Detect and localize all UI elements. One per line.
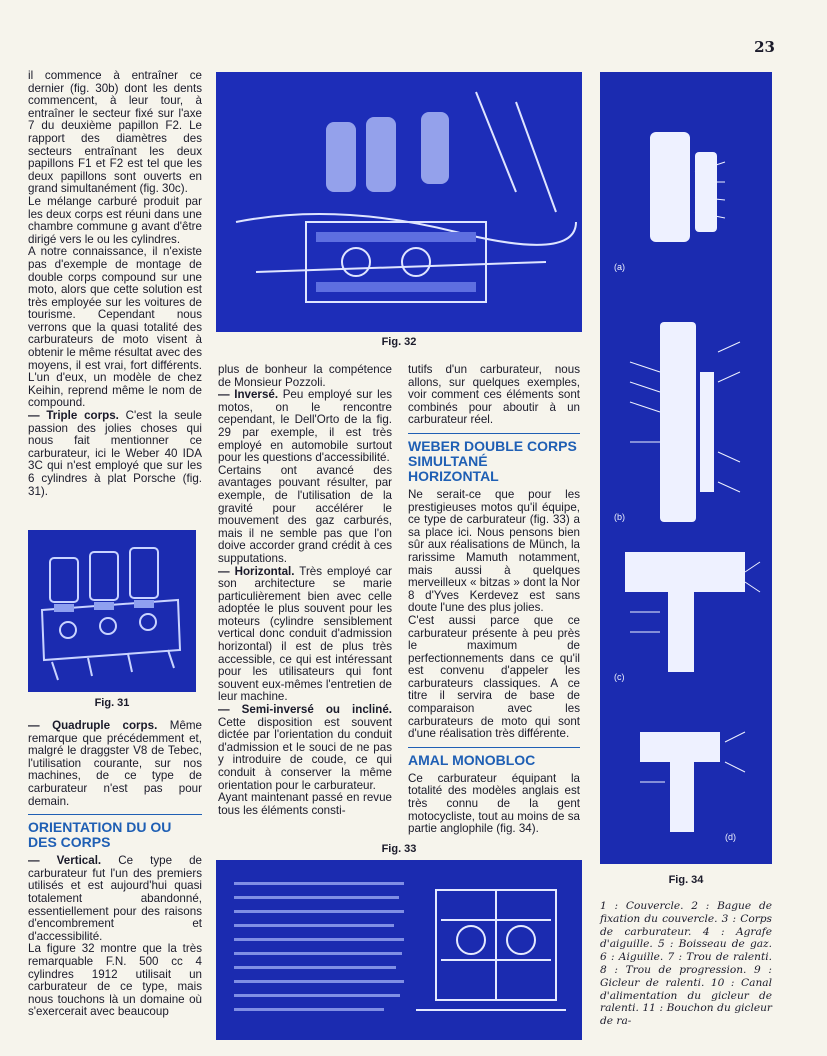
paragraph-text: Ce type de carburateur fut l'un des premiers utilisés et est aujourd'hui quasi totalement abandonné, essentiellement pour des raisons d'encombrement et d'accessibilité.	[28, 854, 202, 943]
paragraph: Ce carburateur équipant la totalité des modèles anglais est très connu de la gent motocycliste, tout au moins de sa partie anglophile (fig. 34).	[408, 771, 580, 836]
paragraph-text: C'est la seule passion des jolies choses qui nous fait mentionner ce carburateur, ici le Weber 40 IDA 3C qui n'est employé que sur les 6 cylindres à plat Porsche (fig. 31).	[28, 409, 202, 498]
column-1	[28, 70, 202, 498]
paragraph	[28, 855, 202, 943]
figure-34-label-d: (d)	[725, 832, 736, 842]
paragraph	[218, 704, 392, 792]
paragraph-text: Cette disposition est souvent dictée par l'orientation du conduit d'admission et le souci de ne pas y introduire de coude, ce qui conduit à conserver la même orientation pour le carburateur.	[218, 715, 392, 792]
figure-32-caption: Fig. 32	[381, 336, 417, 348]
section-heading: ORIENTATION DU OU DES CORPS	[28, 814, 202, 850]
figure-31-caption: Fig. 31	[94, 697, 130, 709]
paragraph: il commence à entraîner ce dernier (fig. 30b) dont les dents commencent, à leur tour, à entraîner le secteur fixé sur l'axe 7 du deuxième papillon F2. Le rapport des diamètres des secteurs entraînant les deux papillons F1 et F2 est tel que les deux papillons sont ouverts en grand simultanément (fig. 30c).	[28, 69, 202, 196]
paragraph: plus de bonheur la compétence de Monsieur Pozzoli.	[218, 363, 392, 389]
figure-33-caption: Fig. 33	[381, 843, 417, 855]
paragraph	[218, 566, 392, 705]
lead-in: — Triple corps.	[28, 409, 119, 423]
page-number: 23	[754, 38, 775, 56]
lead-in: — Quadruple corps.	[28, 719, 158, 732]
paragraph: Certains ont avancé des avantages pouvant résulter, par exemple, de l'utilisation de la gravité pour accélérer le mouvement des gaz carburés, mais il ne semble pas que l'on doive accorder grand crédit à ces supputations.	[218, 463, 392, 565]
section-heading: WEBER DOUBLE CORPS SIMULTANÉ HORIZONTAL	[408, 433, 580, 484]
lead-in: — Horizontal.	[218, 564, 295, 578]
paragraph: La figure 32 montre que la très remarquable F.N. 500 cc 4 cylindres 1912 utilisait un carburateur de ce type, mais nous touchons là un domaine où s'exercerait avec beaucoup	[28, 942, 202, 1019]
engine-photo-illustration	[216, 72, 582, 332]
figure-34-diagram	[600, 72, 772, 864]
paragraph-text: Même remarque que précédemment et, malgré le draggster V8 de Tebec, l'utilisation courante, sur nos machines, de ce type de carburateur n'est pas pour demain.	[28, 719, 202, 808]
figure-34-legend: 1 : Couvercle. 2 : Bague de fixation du couvercle. 3 : Corps de carburateur. 4 : Agrafe d'aiguille. 5 : Boisseau de gaz. 6 : Aiguille. 7 : Trou de ralenti. 8 : Trou de progression. 9 : Gicleur de ralenti. 10 : Canal d'alimentation du gicleur de ralenti. 11 : Bouchon du gicleur de ra-	[600, 900, 772, 1028]
triple-carburetor-illustration	[28, 530, 196, 692]
paragraph	[28, 410, 202, 498]
figure-34-label-a: (a)	[614, 262, 625, 272]
paragraph: Ne serait-ce que pour les prestigieuses motos qu'il équipe, ce type de carburateur (fig. 33) a sa place ici. Nous pensons bien sûr aux réalisations de Münch, la rarissime Mamuth notamment, mais aussi à quelques merveilleux « bitzas » dont la Nor 8 d'Yves Kerdevez est sans doute l'une des plus jolies.	[408, 487, 580, 615]
lead-in: — Semi-inversé ou incliné.	[218, 703, 392, 717]
paragraph-text: Très employé car son architecture se marie particulièrement bien avec celle adoptée le plus souvent pour les moteurs (cylindre sensiblement vertical donc conduit d'admission horizontal) il est de plus très accessible, ce qui est intéressant pour les utilisateurs qui font souvent eux-mêmes l'entretien de leur machine.	[218, 564, 392, 704]
paragraph: Ayant maintenant passé en revue tous les éléments consti-	[218, 791, 392, 817]
paragraph: Le mélange carburé produit par les deux corps est réuni dans une chambre commune g avant d'être dirigé vers le ou les cylindres.	[28, 194, 202, 246]
weber-carburetor-diagram	[216, 860, 582, 1040]
paragraph	[218, 389, 392, 465]
figure-33-diagram	[216, 860, 582, 1040]
paragraph: A notre connaissance, il n'existe pas d'exemple de montage de double corps compound sur une moto, alors que cette solution est très employée sur les voitures de tourisme. Cependant nous verrons que la quasi totalité des carburateurs de moto visent à obtenir le même résultat avec des moyens, il est vrai, fort différents. L'un d'eux, un modèle de chez Keihin, reprend même le nom de compound.	[28, 245, 202, 410]
paragraph	[28, 720, 202, 808]
figure-32-photo	[216, 72, 582, 332]
amal-monobloc-diagram	[600, 72, 772, 864]
lead-in: — Vertical.	[28, 854, 102, 868]
column-1-lower	[28, 720, 202, 1019]
section-heading: AMAL MONOBLOC	[408, 747, 580, 768]
figure-34-label-c: (c)	[614, 672, 625, 682]
column-3	[408, 364, 580, 836]
figure-34-caption: Fig. 34	[668, 874, 704, 886]
lead-in: — Inversé.	[218, 388, 279, 402]
paragraph-text: Peu employé sur les motos, on le rencontre cependant, le Dell'Orto de la fig. 29 par exemple, il est très employé en automobile surtout pour les questions d'accessibilité.	[218, 388, 392, 465]
figure-34-label-b: (b)	[614, 512, 625, 522]
figure-31-photo	[28, 530, 196, 692]
paragraph: C'est aussi parce que ce carburateur présente à peu près le maximum de perfectionnements dans ce qu'il est convenu d'appeler les carburateurs classiques. A ce titre il servira de base de comparaison avec les carburateurs de moto qui sont d'une réalisation très différente.	[408, 613, 580, 741]
column-2	[218, 364, 392, 817]
paragraph: tutifs d'un carburateur, nous allons, sur quelques exemples, voir comment ces éléments sont combinés pour aboutir à un carburateur réel.	[408, 363, 580, 427]
